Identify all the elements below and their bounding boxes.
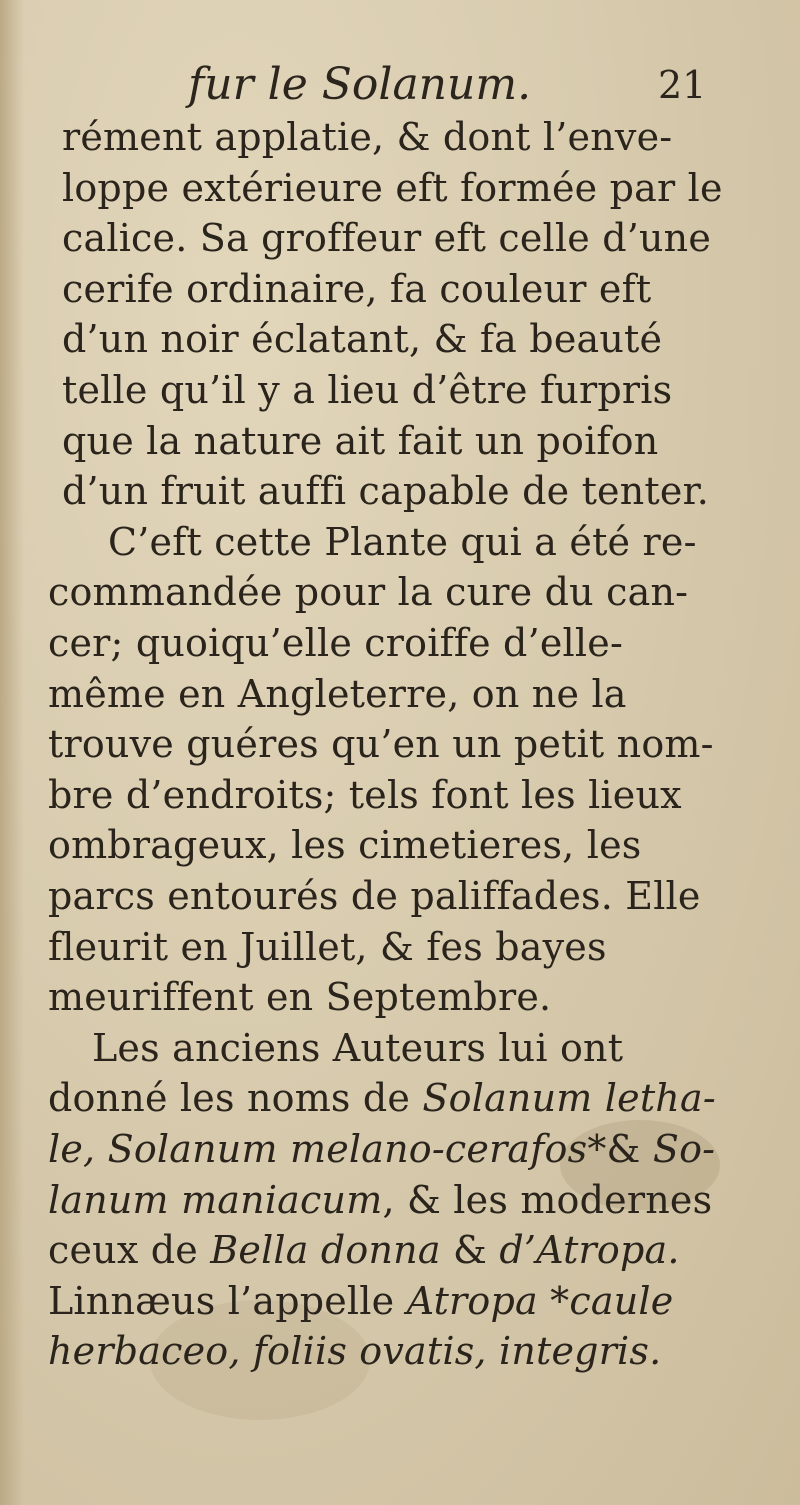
- roman-text: ceux de: [48, 1228, 211, 1273]
- roman-text: commandée pour la cure du can-: [48, 570, 689, 615]
- italic-text: d’Atropa.: [499, 1228, 680, 1273]
- roman-text: cerife ordinaire, fa couleur eft: [62, 266, 652, 311]
- text-line: [108, 517, 697, 567]
- text-line: [62, 264, 651, 314]
- roman-text: d’un fruit auffi capable de tenter.: [62, 469, 710, 514]
- text-line: [48, 669, 627, 719]
- roman-text: d’un noir éclatant, & fa beauté: [62, 317, 663, 362]
- roman-text: Linnæus l’appelle: [48, 1278, 407, 1323]
- text-line: [48, 770, 682, 820]
- text-line: [92, 1023, 623, 1073]
- roman-text: calice. Sa groffeur eft celle d’une: [62, 216, 712, 261]
- text-line: [48, 871, 701, 921]
- italic-text: Bella donna: [210, 1228, 441, 1273]
- text-line: [48, 567, 688, 617]
- text-line: [48, 618, 623, 668]
- roman-text: ombrageux, les cimetieres, les: [48, 823, 642, 868]
- text-line: [48, 1326, 661, 1376]
- roman-text: fleurit en Juillet, & fes bayes: [48, 924, 607, 969]
- roman-text: parcs entourés de paliffades. Elle: [48, 874, 701, 918]
- text-line: [62, 112, 672, 162]
- roman-text: meuriffent en Septembre.: [48, 975, 552, 1020]
- italic-text: Atropa *caule: [406, 1278, 674, 1323]
- roman-text: loppe extérieure eft formée par le: [62, 165, 723, 210]
- page-header: [0, 58, 800, 112]
- italic-text: So-: [652, 1127, 716, 1171]
- text-line: [48, 1225, 680, 1275]
- roman-text: Les anciens Auteurs lui ont: [92, 1025, 624, 1070]
- page-number: 21: [658, 63, 707, 107]
- roman-text: bre d’endroits; tels font les lieux: [48, 772, 682, 817]
- roman-text: même en Angleterre, on ne la: [48, 671, 627, 716]
- text-line: [62, 213, 711, 263]
- roman-text: cer; quoiqu’elle croiffe d’elle-: [48, 621, 623, 665]
- text-line: [48, 972, 551, 1022]
- running-head: fur le Solanum.: [188, 59, 532, 110]
- text-line: [62, 416, 658, 466]
- roman-text: C’eft cette Plante qui a été re-: [108, 519, 697, 564]
- page-gutter-shadow: [0, 0, 24, 1505]
- text-line: [62, 466, 709, 516]
- text-line: [48, 820, 641, 870]
- roman-text: que la nature ait fait un poifon: [62, 418, 659, 463]
- text-line: [62, 365, 672, 415]
- italic-text: lanum maniacum: [48, 1177, 383, 1222]
- roman-text: &: [440, 1228, 500, 1273]
- text-line: [48, 1175, 712, 1225]
- roman-text: *&: [587, 1127, 653, 1171]
- text-line: [48, 922, 607, 972]
- roman-text: trouve guéres qu’en un petit nom-: [48, 722, 714, 767]
- text-line: [48, 1073, 716, 1123]
- text-line: [48, 1276, 673, 1326]
- text-line: [48, 719, 714, 769]
- italic-text: le, Solanum melano-cerafos: [48, 1127, 588, 1171]
- text-line: [62, 314, 662, 364]
- roman-text: donné les noms de: [48, 1076, 423, 1121]
- italic-text: Solanum letha-: [422, 1076, 716, 1121]
- italic-text: herbaceo, foliis ovatis, integris.: [48, 1329, 662, 1374]
- roman-text: rément applatie, & dont l’enve-: [62, 115, 673, 159]
- roman-text: telle qu’il y a lieu d’être furpris: [62, 368, 673, 412]
- text-line: [48, 1124, 715, 1174]
- roman-text: , & les modernes: [382, 1177, 713, 1222]
- text-line: [62, 163, 723, 213]
